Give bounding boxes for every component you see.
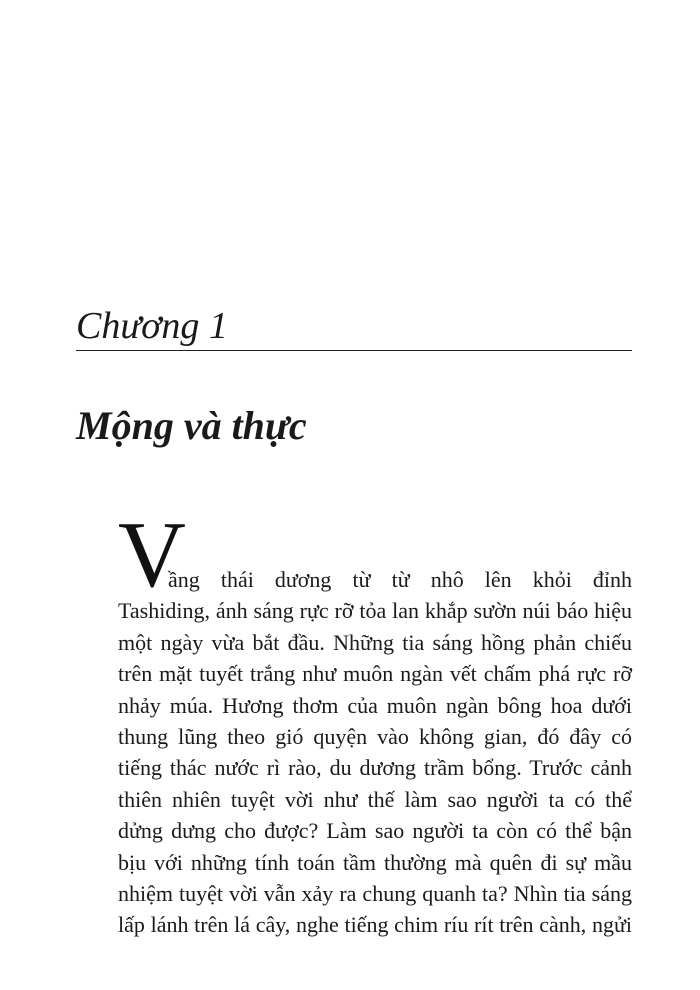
text-line: thiên nhiên tuyệt vời như thế làm sao người ta có thể xyxy=(118,786,632,812)
text-line: lấp lánh trên lá cây, nghe tiếng chim ríu rít trên cành, ngửi xyxy=(118,912,632,938)
chapter-rule xyxy=(76,350,632,351)
text-line: trên mặt tuyết trắng như muôn ngàn vết chấm phá rực rỡ xyxy=(118,661,632,687)
text-line: tiếng thác nước rì rào, du dương trầm bổng. Trước cảnh xyxy=(118,755,632,781)
text-line: một ngày vừa bắt đầu. Những tia sáng hồng phản chiếu xyxy=(118,629,632,655)
text-line: thung lũng theo gió quyện vào không gian, đó đây có xyxy=(118,723,632,749)
text-line: nhảy múa. Hương thơm của muôn ngàn bông hoa dưới xyxy=(118,692,632,718)
text-line: dửng dưng cho được? Làm sao người ta còn có thể bận xyxy=(118,818,632,844)
chapter-title: Mộng và thực xyxy=(76,403,307,448)
text-line: bịu với những tính toán tầm thường mà quên đi sự mầu xyxy=(118,849,632,875)
text-line: Tashiding, ánh sáng rực rỡ tỏa lan khắp sườn núi báo hiệu xyxy=(118,598,632,624)
body-text xyxy=(118,520,632,941)
text-line: nhiệm tuyệt vời vẫn xảy ra chung quanh ta? Nhìn tia sáng xyxy=(118,880,632,906)
text-line: ầng thái dương từ từ nhô lên khỏi đỉnh xyxy=(168,567,632,592)
drop-cap: V xyxy=(118,503,186,607)
chapter-label: Chương 1 xyxy=(76,305,228,347)
